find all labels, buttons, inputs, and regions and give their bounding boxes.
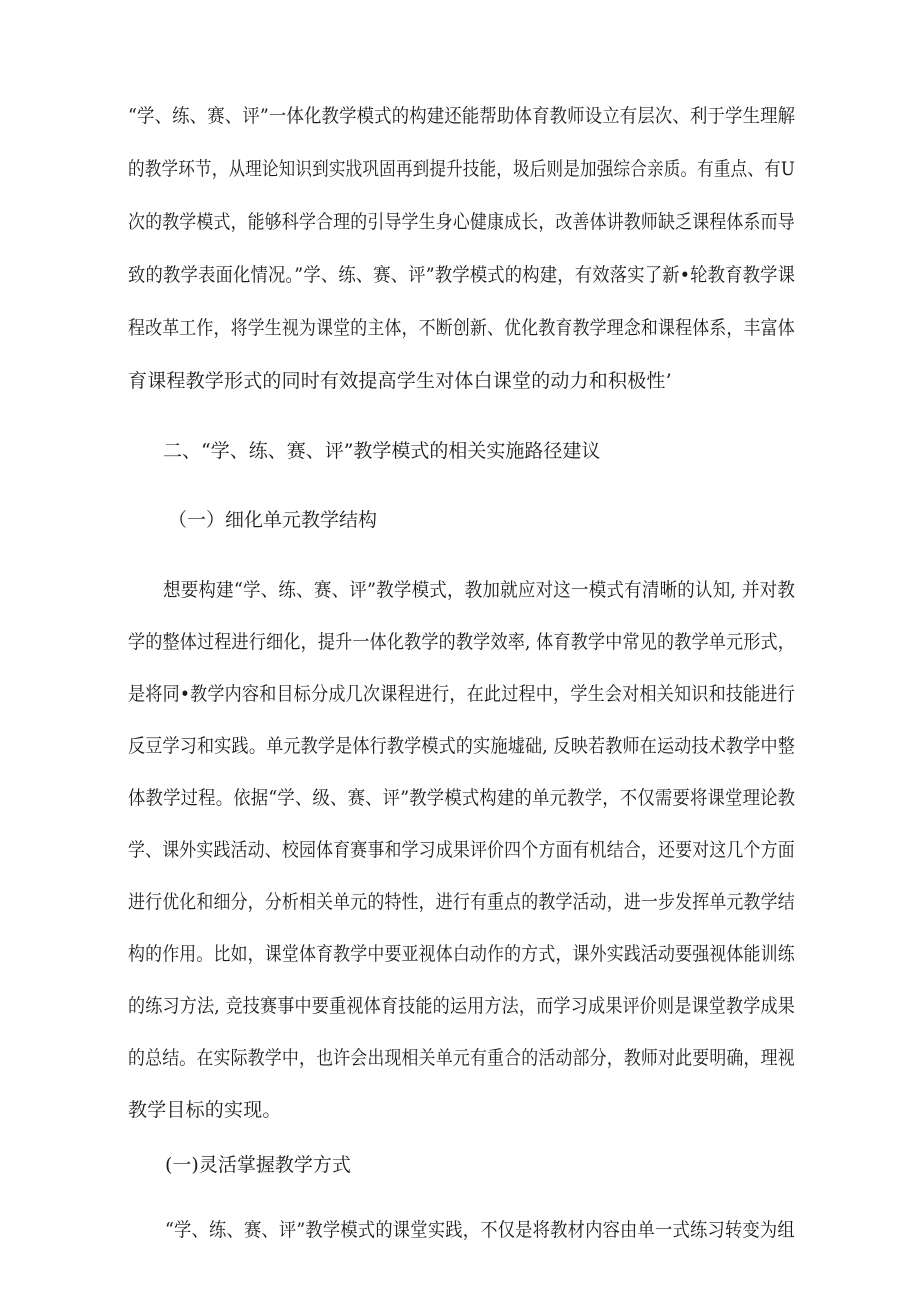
paragraph-2-line-2: 学的整体过程进行细化，提升一体化教学的教学效率, 体育教学中常见的教学单元形式， (128, 631, 796, 653)
paragraph-1-line-6: 育课程教学形式的同时有效提高学生对体白课堂的动力和积极性’ (128, 370, 672, 392)
paragraph-2-line-5: 体教学过程。依据“学、级、赛、评”教学模式构建的单元教学，不仅需要将课堂理论教 (128, 787, 796, 809)
paragraph-2-line-8: 构的作用。比如，课堂体育教学中要亚视体白动作的方式，课外实践活动要强视体能训练 (128, 943, 795, 965)
paragraph-2-line-10: 的总结。在实际教学中，也许会出现相关单元有重合的活动部分，教师对此要明确，理视 (128, 1047, 795, 1069)
paragraph-2-line-4: 反豆学习和实践。单元教学是体行教学模式的实施墟础, 反映若教师在运动技术教学中整 (128, 735, 796, 757)
paragraph-1-line-4: 致的教学表面化情况。”学、练、赛、评”教学模式的构建，有效落实了新•轮教育教学课 (128, 264, 796, 286)
paragraph-1-line-5: 程改革工作，将学生视为课堂的主体，不断创新、优化教育教学理念和课程体系，丰富体 (128, 317, 795, 339)
paragraph-2-line-6: 学、课外实践活动、校园体育赛事和学习成果评价四个方面有机结合，还要对这几个方面 (128, 839, 795, 861)
paragraph-2-line-1: 想要构建“学、练、赛、评”教学模式，教加就应对这一模式有清晰的认知, 并对教 (163, 579, 796, 601)
paragraph-1-line-3: 次的教学模式，能够科学合理的引导学生身心健康成长，改善体讲教师缺乏课程体系而导 (128, 211, 795, 233)
subsection-2-title: (一)灵活掌握教学方式 (165, 1154, 351, 1176)
paragraph-2-line-7: 进行优化和细分，分析相关单元的特性，进行有重点的教学活动，进一步发挥单元教学结 (128, 891, 795, 913)
paragraph-1-line-1: “学、练、赛、评”一体化教学模式的构建还能帮助体育教师设立有层次、利于学生理解 (128, 105, 796, 127)
paragraph-2-line-9: 的练习方法, 竞技赛事中要重视体育技能的运用方法，而学习成果评价则是课堂教学成果 (128, 995, 796, 1017)
subsection-1-title: （一）细化单元教学结构 (168, 509, 378, 531)
paragraph-2-line-11: 教学目标的实现。 (128, 1099, 282, 1121)
paragraph-1-line-2: 的教学环节，从理论知识到实戕巩固再到提升技能，圾后则是加强综合亲质。有重点、有U (128, 158, 796, 180)
paragraph-2-line-3: 是将同•教学内容和目标分成几次课程进行，在此过程中，学生会对相关知识和技能进行 (128, 683, 795, 705)
section-2-title: 二、“学、练、赛、评”教学模式的相关实施路径建议 (163, 440, 601, 462)
paragraph-3-line-1: “学、练、赛、评”教学模式的课堂实践，不仅是将教材内容由单一式练习转变为组 (165, 1219, 795, 1241)
